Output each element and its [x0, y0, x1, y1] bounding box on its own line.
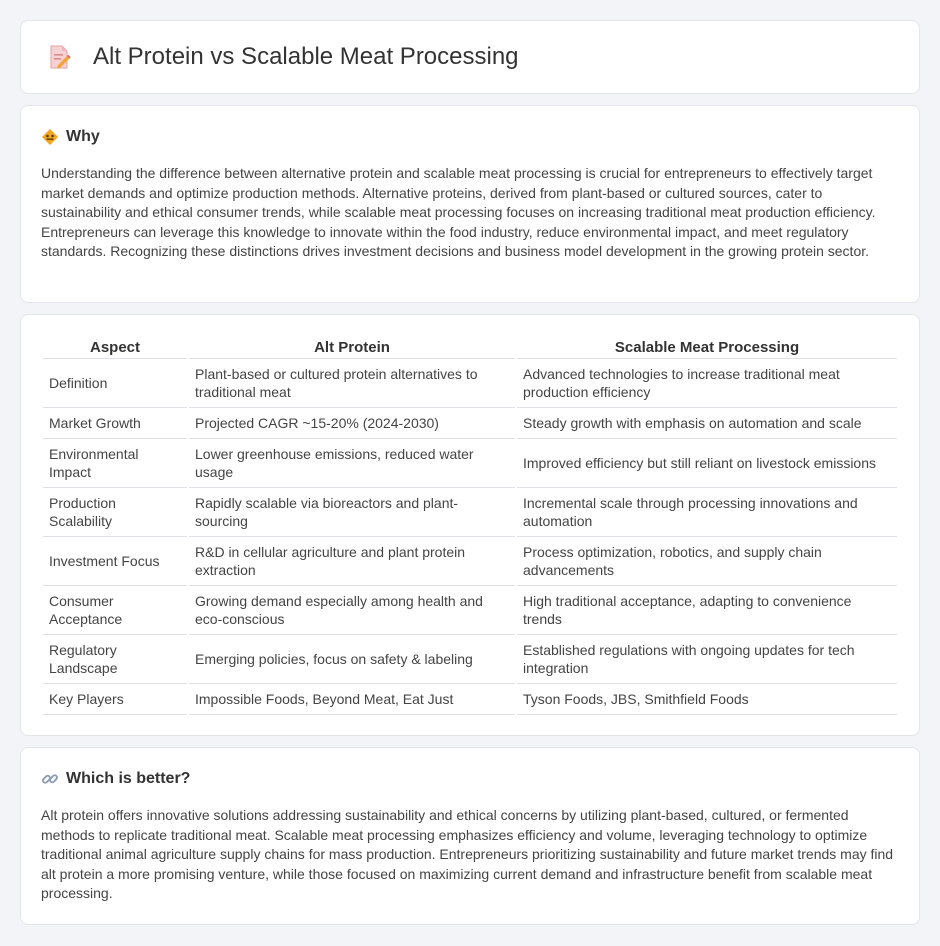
table-row [43, 408, 897, 439]
which-better-section [20, 747, 920, 925]
why-section [20, 105, 920, 303]
page-title: Alt Protein vs Scalable Meat Processing [93, 43, 519, 70]
row-alt-protein: Projected CAGR ~15-20% (2024-2030) [189, 408, 515, 439]
header-scalable-meat: Scalable Meat Processing [517, 335, 897, 359]
row-scalable-meat: Advanced technologies to increase traditional meat production efficiency [517, 359, 897, 408]
table-row [43, 684, 897, 715]
row-scalable-meat: Established regulations with ongoing updates for tech integration [517, 635, 897, 684]
row-alt-protein: Growing demand especially among health and eco-conscious [189, 586, 515, 635]
comparison-section [20, 314, 920, 736]
table-header-row [43, 335, 897, 359]
row-aspect: Key Players [43, 684, 187, 715]
table-row [43, 586, 897, 635]
header-aspect: Aspect [43, 335, 187, 359]
row-scalable-meat: Tyson Foods, JBS, Smithfield Foods [517, 684, 897, 715]
row-aspect: Market Growth [43, 408, 187, 439]
header-alt-protein: Alt Protein [189, 335, 515, 359]
row-alt-protein: Emerging policies, focus on safety & labeling [189, 635, 515, 684]
row-alt-protein: Lower greenhouse emissions, reduced water usage [189, 439, 515, 488]
row-alt-protein: R&D in cellular agriculture and plant protein extraction [189, 537, 515, 586]
row-scalable-meat: Improved efficiency but still reliant on livestock emissions [517, 439, 897, 488]
better-title: Which is better? [66, 770, 191, 787]
better-paragraph: Alt protein offers innovative solutions addressing sustainability and ethical concerns by utilizing plant-based, cultured, or fermented methods to replicate traditional meat. Scalable meat processing emphasizes efficiency and volume, leveraging technology to optimize traditional animal agriculture supply chains for mass production. Entrepreneurs prioritizing sustainability and future market trends may find alt protein a more promising venture, while those focused on maximizing current demand and infrastructure benefit from scalable meat processing. [41, 807, 894, 901]
row-scalable-meat: High traditional acceptance, adapting to convenience trends [517, 586, 897, 635]
link-icon [41, 770, 59, 788]
row-aspect: Investment Focus [43, 537, 187, 586]
row-alt-protein: Plant-based or cultured protein alternatives to traditional meat [189, 359, 515, 408]
row-aspect: Production Scalability [43, 488, 187, 537]
better-heading [41, 770, 899, 788]
table-row [43, 439, 897, 488]
table-row [43, 537, 897, 586]
table-row [43, 359, 897, 408]
comparison-table [41, 335, 899, 715]
row-aspect: Definition [43, 359, 187, 408]
table-row [43, 488, 897, 537]
header-card [20, 20, 920, 94]
row-alt-protein: Impossible Foods, Beyond Meat, Eat Just [189, 684, 515, 715]
diamond-sign-icon [41, 128, 59, 146]
table-row [43, 635, 897, 684]
row-alt-protein: Rapidly scalable via bioreactors and plant-sourcing [189, 488, 515, 537]
why-paragraph: Understanding the difference between alternative protein and scalable meat processing is crucial for entrepreneurs to effectively target market demands and optimize production methods. Alternative proteins, derived from plant-based or cultured sources, cater to sustainability and ethical consumer trends, while scalable meat processing focuses on increasing traditional meat production efficiency. Entrepreneurs can leverage this knowledge to innovate within the food industry, reduce environmental impact, and meet regulatory standards. Recognizing these distinctions drives investment decisions and business model development in the growing protein sector. [41, 165, 876, 259]
edit-document-icon [45, 43, 73, 71]
row-aspect: Environmental Impact [43, 439, 187, 488]
why-title: Why [66, 128, 100, 145]
why-heading [41, 128, 899, 146]
row-scalable-meat: Process optimization, robotics, and supply chain advancements [517, 537, 897, 586]
row-scalable-meat: Incremental scale through processing innovations and automation [517, 488, 897, 537]
row-aspect: Regulatory Landscape [43, 635, 187, 684]
row-scalable-meat: Steady growth with emphasis on automation and scale [517, 408, 897, 439]
row-aspect: Consumer Acceptance [43, 586, 187, 635]
